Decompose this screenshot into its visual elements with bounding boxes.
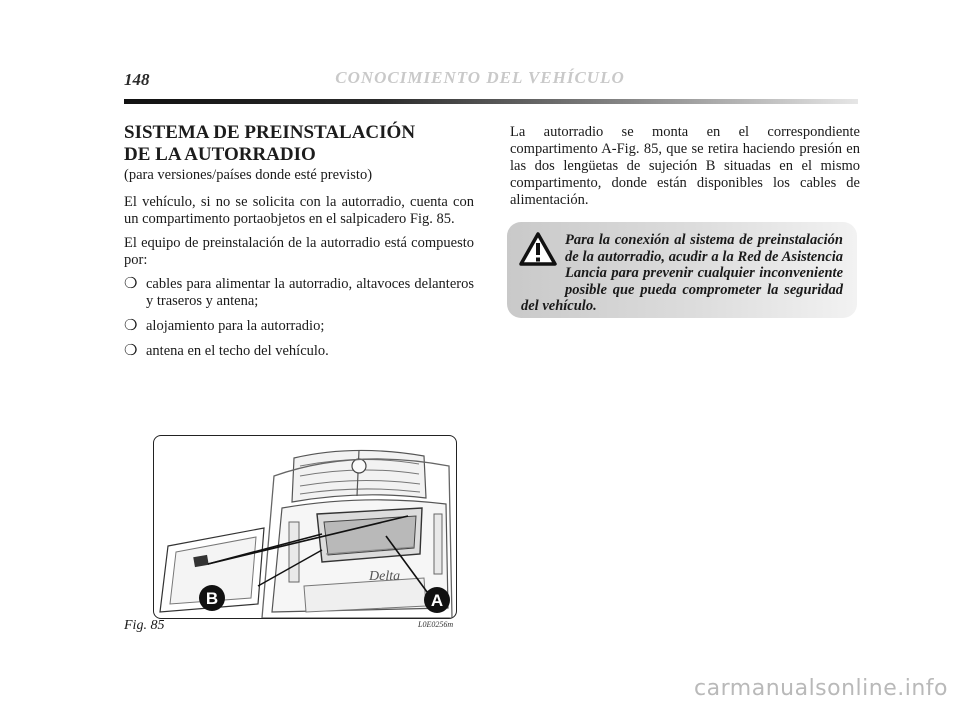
running-header: CONOCIMIENTO DEL VEHÍCULO <box>335 68 625 87</box>
figure-code: L0E0256m <box>418 620 454 629</box>
section-subtitle: (para versiones/países donde esté previsto) <box>124 167 373 183</box>
equipment-list <box>124 276 474 360</box>
paragraph-mounting: La autorradio se monta en el correspondiente compartimento A-Fig. 85, que se retira haciendo presión en las dos lengüetas de sujeción B situadas en el mismo compartimento, donde están disponibles los cables de alimentación. <box>510 124 860 208</box>
section-title-line1: SISTEMA DE PREINSTALACIÓN <box>124 122 416 143</box>
right-column <box>510 124 860 216</box>
bullet-circle-icon: ❍ <box>124 343 138 359</box>
left-column <box>124 122 474 368</box>
warning-box <box>507 222 857 318</box>
delta-logo-script: Delta <box>369 569 401 584</box>
figure-caption: Fig. 85 <box>124 618 165 633</box>
section-title-line2: DE LA AUTORRADIO <box>124 144 316 165</box>
figure-dashboard-radio <box>153 435 457 619</box>
list-item: ❍ cables para alimentar la autorradio, altavoces delanteros y traseros y antena; <box>124 276 474 309</box>
list-item: ❍ antena en el techo del vehículo. <box>124 343 329 359</box>
bullet-circle-icon: ❍ <box>124 318 138 334</box>
header-rule <box>124 99 858 104</box>
page-number: 148 <box>124 70 150 89</box>
watermark: carmanualsonline.info <box>694 676 948 701</box>
label-b: B <box>205 589 219 608</box>
bullet-circle-icon: ❍ <box>124 276 138 292</box>
paragraph-compartment: El vehículo, si no se solicita con la autorradio, cuenta con un compartimento portaobjetos en el salpicadero Fig. 85. <box>124 194 474 227</box>
label-a: A <box>430 591 444 610</box>
dashboard-illustration <box>154 436 456 618</box>
paragraph-equipment: El equipo de preinstalación de la autorradio está compuesto por: <box>124 235 474 268</box>
warning-text: Para la conexión al sistema de preinstalación de la autorradio, acudir a la Red de Asistencia Lancia para prevenir cualquier inconveniente posible que pueda comprometer la seguridad del vehículo. <box>521 232 843 314</box>
section-title <box>124 122 474 166</box>
list-item: ❍ alojamiento para la autorradio; <box>124 318 325 334</box>
